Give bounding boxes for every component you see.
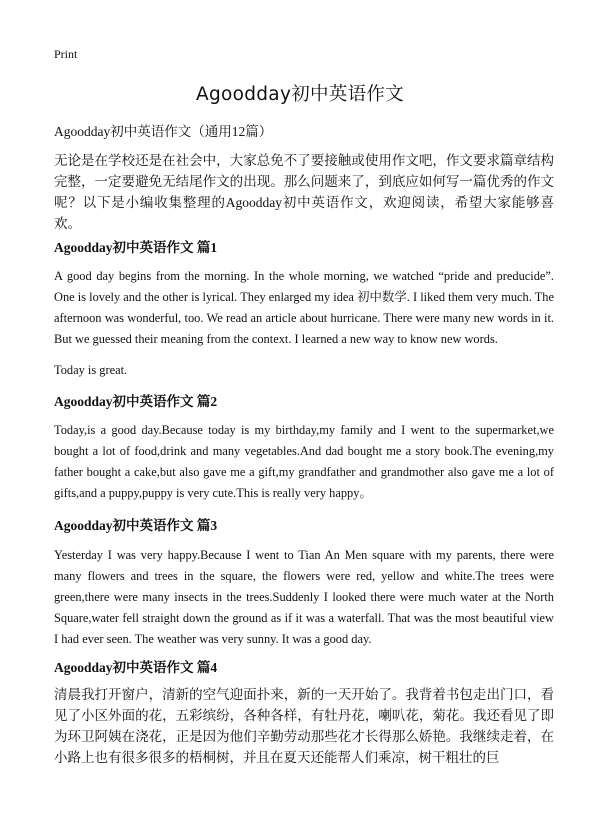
section-1-paragraph-1: A good day begins from the morning. In the whole morning, we watched “pride and preducide”. One is lovely and the other is lyrical. They enlarged my idea 初中数学. I liked them very much. The afternoon was wonderful, too. We read an article about hurricane. There were many new words in it. But we guessed their meaning from the context. I learned a new way to know new words. (54, 269, 554, 346)
section-3-paragraph-1: Yesterday I was very happy.Because I went to Tian An Men square with my parents, there were many flowers and trees in the square, the flowers were red, yellow and white.The trees were green,there were many insects in the trees.Suddenly I looked there were much water at the North Square,water fell straight down the ground as if it was a waterfall. That was the most beautiful view I had ever seen. The weather was very sunny. It was a good day. (54, 548, 554, 646)
intro-paragraph: 无论是在学校还是在社会中，大家总免不了要接触或使用作文吧，作文要求篇章结构完整，一定要避免无结尾作文的出现。那么问题来了，到底应如何写一篇优秀的作文呢？以下是小编收集整理的Agoodday初中英语作文，欢迎阅读，希望大家能够喜欢。 (54, 153, 554, 231)
document-subtitle: Agoodday初中英语作文（通用12篇） (54, 124, 273, 139)
section-heading-4: Agoodday初中英语作文 篇4 (54, 660, 218, 675)
section-heading-3: Agoodday初中英语作文 篇3 (54, 518, 218, 533)
document-title: Agoodday初中英语作文 (195, 84, 404, 105)
print-label[interactable]: Print (54, 47, 78, 61)
section-2-paragraph-1: Today,is a good day.Because today is my birthday,my family and I went to the supermarket,we bought a lot of food,drink and many vegetables.And dad bought me a story book.The evening,my father bought a cake,but also gave me a gift,my grandfather and grandmother also gave me a lot of gifts,and a puppy,puppy is very cute.This is really very happy。 (54, 423, 554, 500)
section-heading-1: Agoodday初中英语作文 篇1 (54, 240, 218, 255)
section-1-paragraph-2: Today is great. (54, 363, 128, 377)
section-4-paragraph-1: 清晨我打开窗户，清新的空气迎面扑来，新的一天开始了。我背着书包走出门口，看见了小区外面的花，五彩缤纷，各种各样，有牡丹花，喇叭花，菊花。我还看见了即为环卫阿姨在浇花，正是因为他们辛勤劳动那些花才长得那么娇艳。我继续走着，在小路上也有很多很多的梧桐树，并且在夏天还能帮人们乘凉，树干粗壮的巨 (54, 687, 554, 765)
section-heading-2: Agoodday初中英语作文 篇2 (54, 394, 218, 409)
